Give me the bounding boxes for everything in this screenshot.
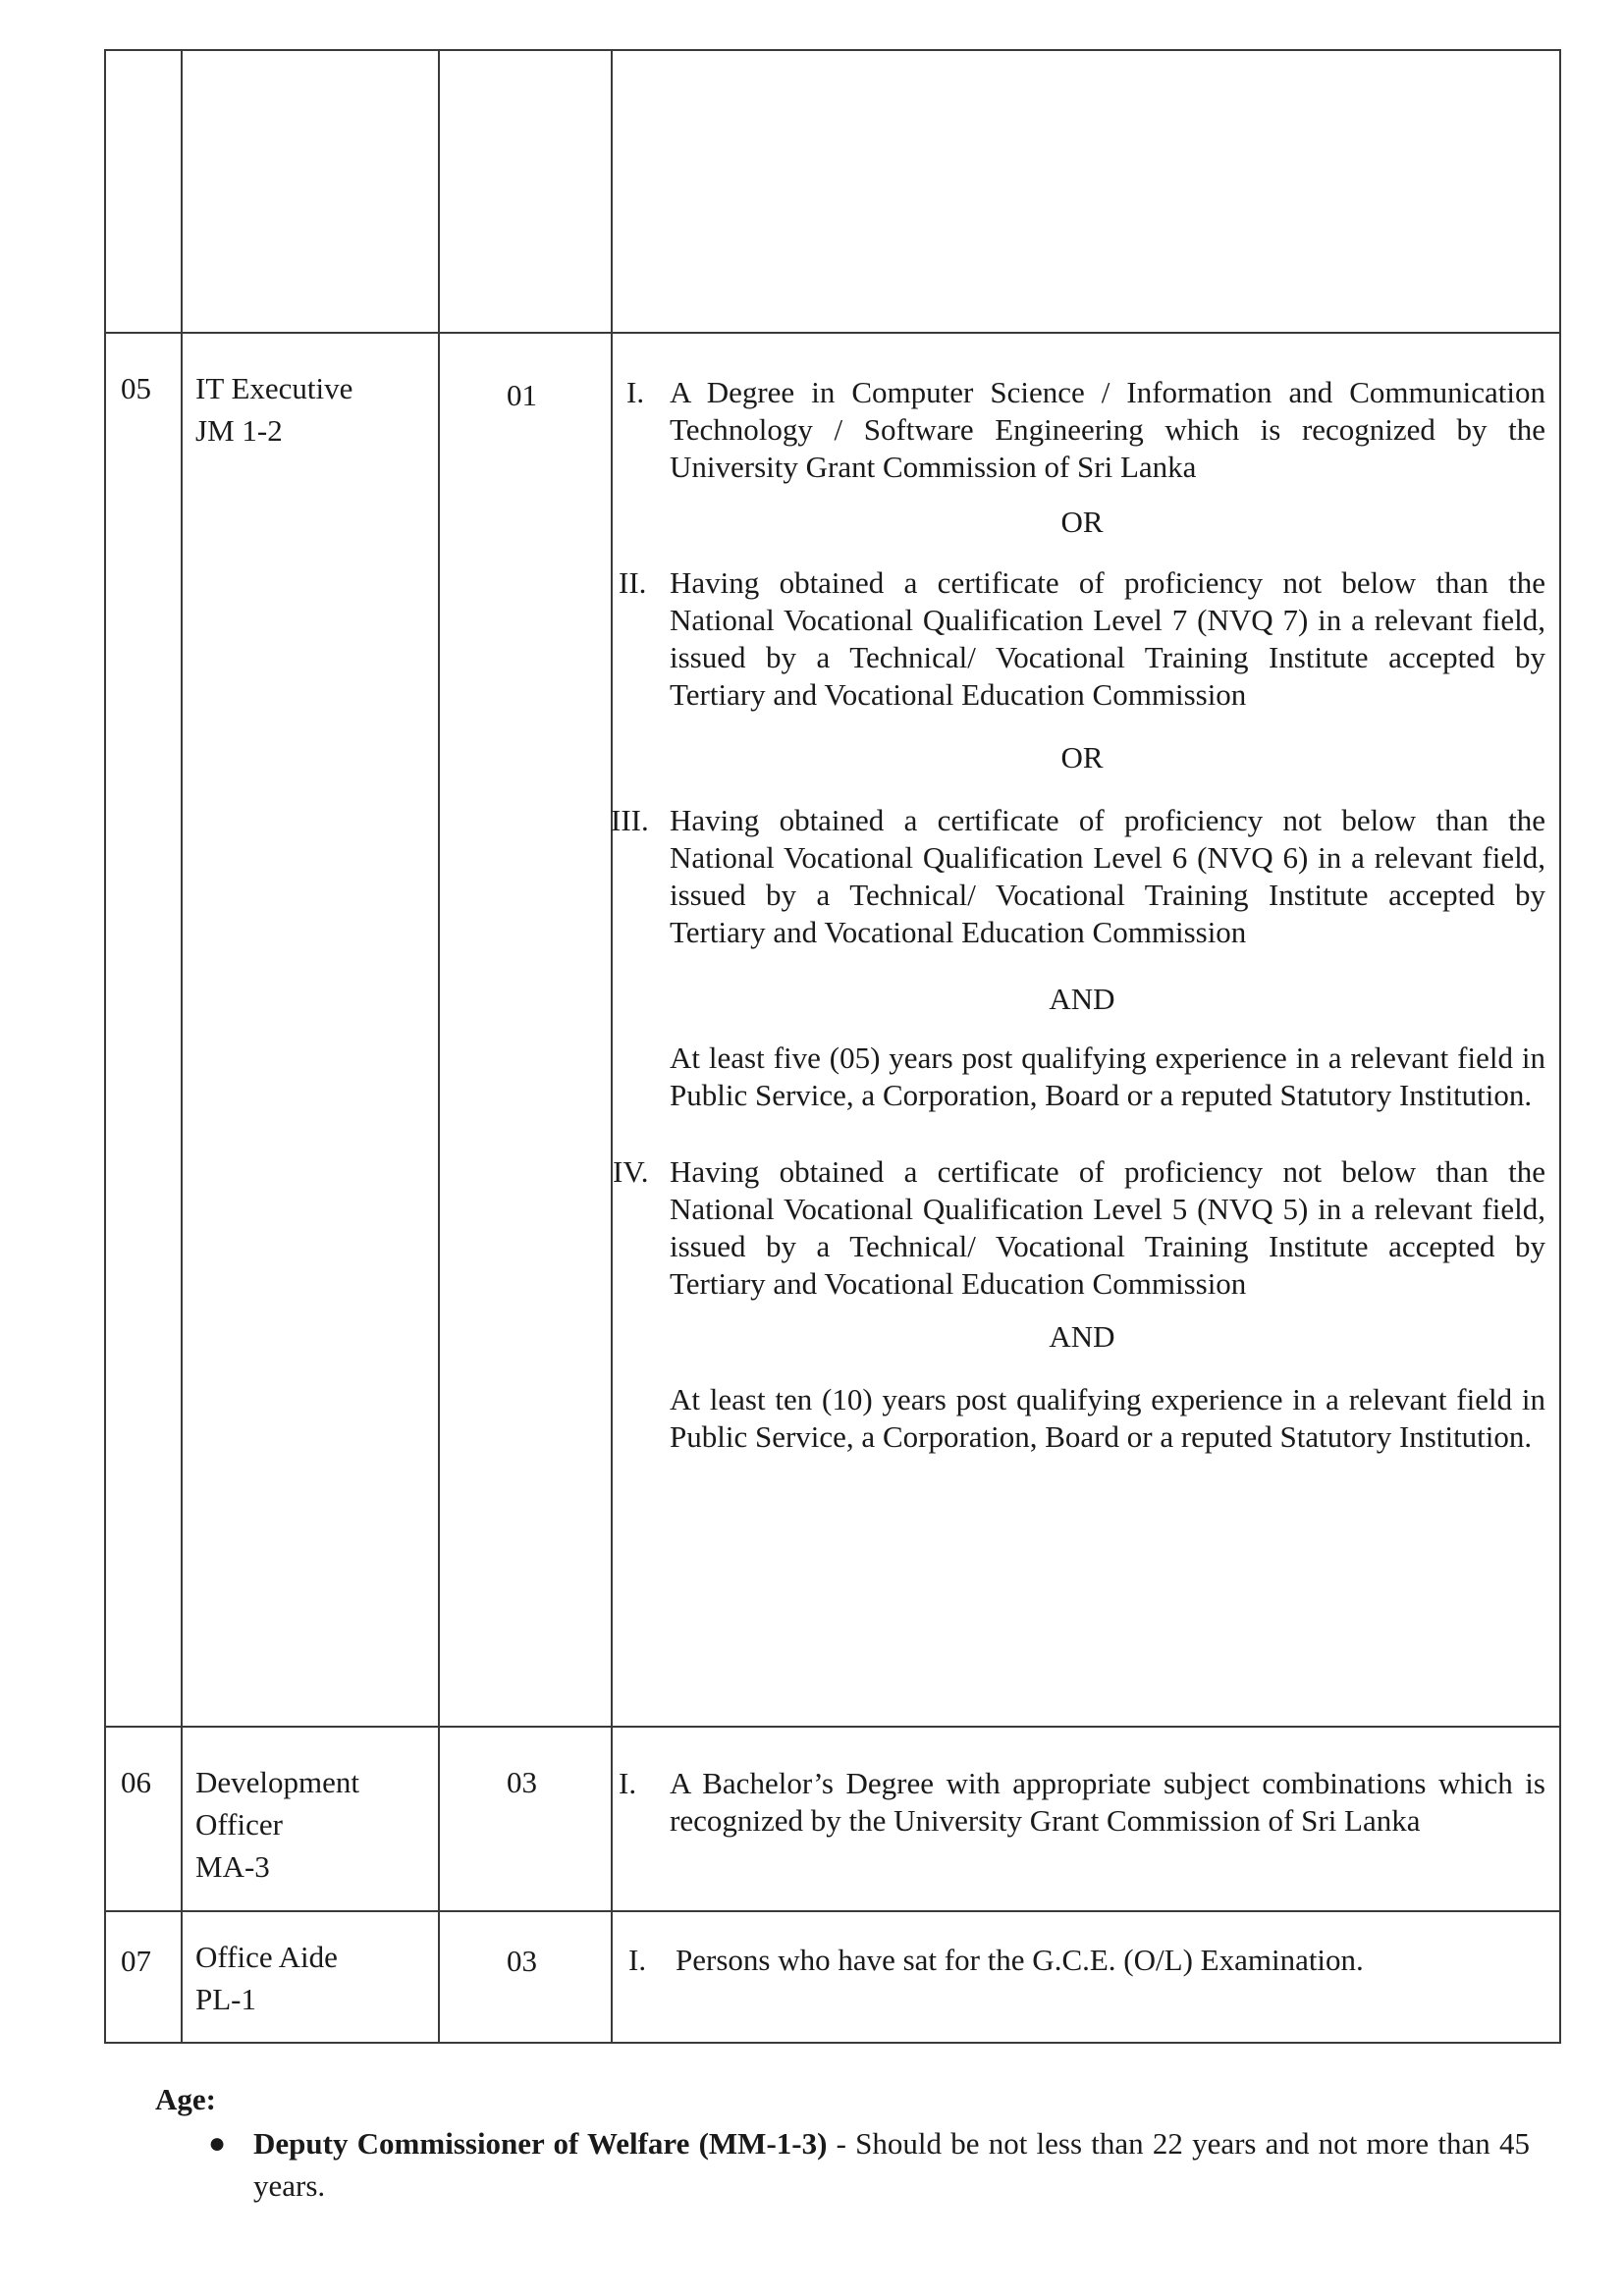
qualification-item xyxy=(619,1765,1545,1840)
row-number: 06 xyxy=(121,1765,151,1799)
separator-and: AND xyxy=(1049,982,1115,1016)
item-number: I. xyxy=(628,1943,647,1977)
age-bullet xyxy=(253,2122,1530,2207)
item-text: Having obtained a certificate of proficiency not below than the National Vocational Qualification Level 7 (NVQ 7) in a relevant field, issued by a Technical/ Vocational Training Institute accepted by Tertiary and Vocational Education Commission xyxy=(670,565,1545,712)
item-number: III. xyxy=(611,803,649,837)
item-text: A Bachelor’s Degree with appropriate subject combinations which is recognized by the University Grant Commission of Sri Lanka xyxy=(670,1766,1545,1838)
item-text: At least five (05) years post qualifying experience in a relevant field in Public Service, a Corporation, Board or a reputed Statutory Institution. xyxy=(670,1041,1545,1112)
age-post-name: Deputy Commissioner of Welfare (MM-1-3) xyxy=(253,2126,828,2161)
item-text: A Degree in Computer Science / Information and Communication Technology / Software Engineering which is recognized by the University Grant Commission of Sri Lanka xyxy=(670,375,1545,484)
qualification-item xyxy=(611,802,1545,951)
qualification-list xyxy=(619,1942,1545,1979)
post-line: MA-3 xyxy=(195,1849,270,1884)
experience-requirement xyxy=(619,1381,1545,1456)
post-name xyxy=(195,1936,338,2020)
item-number: I. xyxy=(626,375,645,409)
age-heading: Age: xyxy=(155,2082,216,2116)
qualification-item xyxy=(619,1942,1545,1979)
vacancy-count: 03 xyxy=(507,1944,537,1978)
post-line: Office Aide xyxy=(195,1940,338,1974)
item-text: Having obtained a certificate of proficiency not below than the National Vocational Qualification Level 6 (NVQ 6) in a relevant field, issued by a Technical/ Vocational Training Institute accepted by Tertiary and Vocational Education Commission xyxy=(670,803,1545,949)
qualification-item xyxy=(619,374,1545,486)
qualification-item xyxy=(613,1153,1545,1303)
column-divider xyxy=(611,51,613,2042)
column-divider xyxy=(438,51,440,2042)
vacancy-count: 01 xyxy=(507,378,537,412)
separator-or: OR xyxy=(1060,740,1104,774)
row-divider xyxy=(106,332,1559,334)
item-number: IV. xyxy=(613,1154,649,1189)
separator-and: AND xyxy=(1049,1319,1115,1354)
column-divider xyxy=(181,51,183,2042)
bullet-icon: ● xyxy=(208,2127,227,2160)
row-divider xyxy=(106,1726,1559,1728)
item-text: Having obtained a certificate of proficiency not below than the National Vocational Qualification Level 5 (NVQ 5) in a relevant field, issued by a Technical/ Vocational Training Institute accepted by Tertiary and Vocational Education Commission xyxy=(670,1154,1545,1301)
post-line: IT Executive xyxy=(195,371,353,405)
row-divider xyxy=(106,1910,1559,1912)
item-text: At least ten (10) years post qualifying experience in a relevant field in Public Service, a Corporation, Board or a reputed Statutory Institution. xyxy=(670,1382,1545,1454)
qualification-list xyxy=(619,1765,1545,1840)
post-name xyxy=(195,367,352,452)
post-line: Officer xyxy=(195,1807,283,1842)
post-line: PL-1 xyxy=(195,1982,256,2016)
post-line: JM 1-2 xyxy=(195,413,283,448)
separator-or: OR xyxy=(1060,505,1104,539)
row-number: 05 xyxy=(121,371,151,405)
age-requirement: - Should be not less than 22 years and not more than 45 years. xyxy=(253,2126,1530,2203)
row-number: 07 xyxy=(121,1944,151,1978)
qualification-item xyxy=(619,564,1545,714)
post-line: Development xyxy=(195,1765,360,1799)
experience-requirement xyxy=(619,1040,1545,1114)
item-number: I. xyxy=(619,1766,637,1800)
item-number: II. xyxy=(619,565,647,600)
post-name xyxy=(195,1761,359,1888)
vacancy-count: 03 xyxy=(507,1765,537,1799)
item-text: Persons who have sat for the G.C.E. (O/L) Examination. xyxy=(676,1943,1364,1977)
qualification-list xyxy=(611,374,1545,1456)
